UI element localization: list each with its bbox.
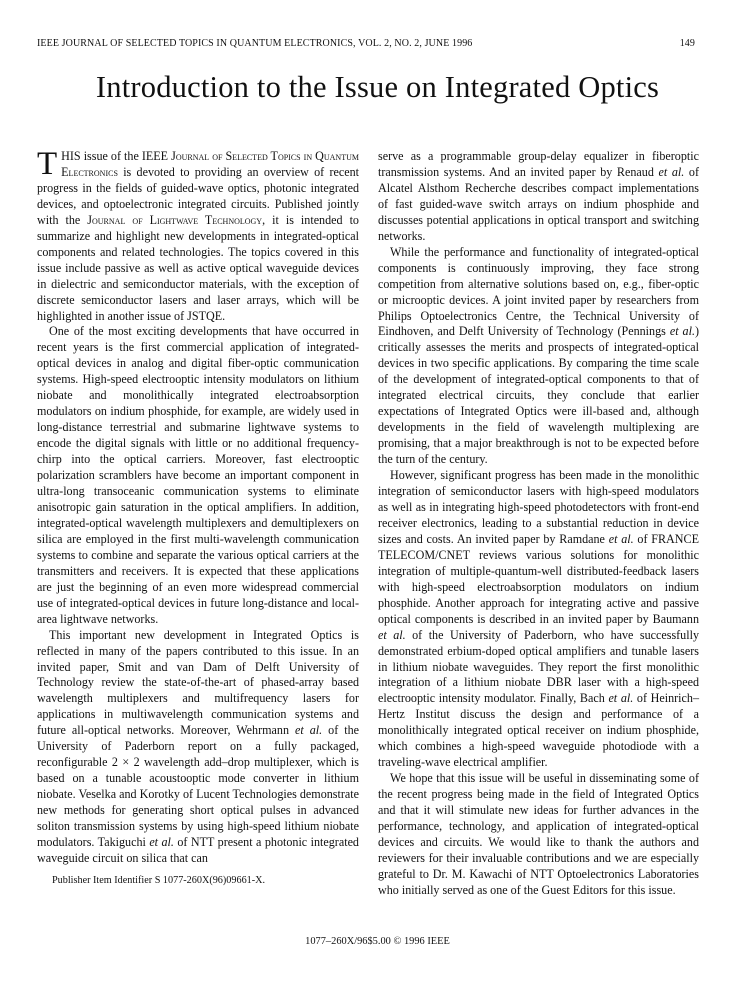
paragraph: This important new development in Integrated Optics is reflected in many of the papers contributed to this issue. In an invited paper, Smit and van Dam of Delft University of Technology review the state-of-the-art of phased-array based wavelength multiplexers and multifrequency lasers for applications in multiwavelength communication systems and future all-optical networks. Moreover, Wehrmann et al. of the University of Paderborn report on a fully packaged, reconfigurable 2 × 2 wavelength add–drop multiplexer, which is based on a tunable acoustooptic mode converter in lithium niobate. Veselka and Korotky of Lucent Technologies demonstrate new methods for generating short optical pulses in advanced soliton transmission systems by using high-speed lithium niobate modulators. Takiguchi et al. of NTT present a photonic integrated waveguide circuit on silica that can [37, 627, 359, 865]
footnote: Publisher Item Identifier S 1077-260X(96)09661-X. [52, 875, 266, 886]
drop-cap: T [37, 146, 58, 182]
journal-name: IEEE JOURNAL OF SELECTED TOPICS IN QUANTUM ELECTRONICS, VOL. 2, NO. 2, JUNE 1996 [37, 38, 473, 49]
left-column [37, 146, 359, 867]
paragraph: serve as a programmable group-delay equalizer in fiberoptic transmission systems. And an invited paper by Renaud et al. of Alcatel Alsthom Recherche describes compact implementations of fast guided-wave switch arrays on indium phosphide and discusses potential applications in optical transport and switching networks. [378, 149, 699, 243]
page-title: Introduction to the Issue on Integrated Optics [95, 70, 660, 104]
paragraph: THIS issue of the IEEE Journal of Selected Topics in Quantum Electronics is devoted to providing an overview of recent progress in the fields of guided-wave optics, photonic integrated devices, and optoelectronic integrated circuits. Published jointly with the Journal of Lightwave Technology, it is intended to summarize and highlight new developments in integrated-optical components and related technologies. The topics covered in this issue include passive as well as active optical waveguide devices in dielectric and semiconductor materials, with the exception of discrete semiconductor lasers and laser arrays, which will be highlighted in another issue of JSTQE. [37, 146, 359, 323]
copyright-footer: 1077–260X/96$5.00 © 1996 IEEE [305, 936, 450, 947]
paragraph: While the performance and functionality of integrated-optical components is continuously improving, they face strong competition from alternative solutions based on, e.g., fiber-optic or microoptic devices. A joint invited paper by researchers from Philips Optoelectronics Centre, the Technical University of Eindhoven, and Delft University of Technology (Pennings et al.) critically assesses the merits and prospects of integrated-optical devices in two specific applications. By comparing the time scale of the development of integrated-optical components to that of integrated electrical circuits, they conclude that earlier expectations of Integrated Optics were ill-based and, although developments in the field of wavelength multiplexing are promising, that a major breakthrough is not to be expected before the turn of the century. [378, 244, 699, 467]
paragraph: We hope that this issue will be useful in disseminating some of the recent progress being made in the field of Integrated Optics and that it will stimulate new ideas for further advances in the performance, technology, and application of integrated-optical devices and circuits. We would like to thank the authors and reviewers for their invaluable contributions and we are especially grateful to Dr. M. Kawachi of NTT Optoelectronics Laboratories who initially served as one of the Guest Editors for this issue. [378, 771, 699, 897]
page-number: 149 [679, 38, 695, 49]
paragraph: However, significant progress has been made in the monolithic integration of semiconductor lasers with high-speed modulators as well as in integrating high-speed photodetectors with front-end receiver electronics, leading to a substantial reduction in device sizes and costs. An invited paper by Ramdane et al. of FRANCE TELECOM/CNET reviews various solutions for monolithic integration of multiple-quantum-well distributed-feedback lasers with high-speed electroabsorption modulators on indium phosphide. Another approach for integrating active and passive optical components is described in an invited paper by Baumann et al. of the University of Paderborn, who have successfully demonstrated erbium-doped optical amplifiers and tunable lasers in lithium niobate waveguides. They report the first monolithic integration of a lithium niobate DBR laser with a high-speed electrooptic intensity modulator. Finally, Bach et al. of Heinrich–Hertz Institut discuss the design and performance of a monolithically integrated optical receiver on indium phosphide, which combines a high-speed waveguide photodiode with a traveling-wave electrical amplifier. [378, 468, 699, 770]
paragraph: One of the most exciting developments that have occurred in recent years is the first commercial application of integrated-optical devices in analog and digital fiber-optic communication systems. High-speed electrooptic intensity modulators on lithium niobate and monolithically integrated electroabsorption modulators on indium phosphide, for example, are widely used in long-distance terrestrial and submarine lightwave systems to encode the digital signals with little or no additional frequency-chirp into the optical carriers. Moreover, fast electrooptic polarization scramblers have become an important component in ultra-long transoceanic communication systems to eliminate anisotropic gain saturation in the optical amplifiers. In addition, integrated-optical wavelength multiplexers and demultiplexers on silica are employed in the first multi-wavelength communication systems to combine and separate the various optical carriers at the transmitters and receivers. It is expected that these applications are just the beginning of an even more widespread commercial use of integrated-optical devices in future long-distance and local-area lightwave networks. [37, 324, 359, 626]
right-column [378, 149, 699, 899]
running-header [37, 38, 695, 52]
